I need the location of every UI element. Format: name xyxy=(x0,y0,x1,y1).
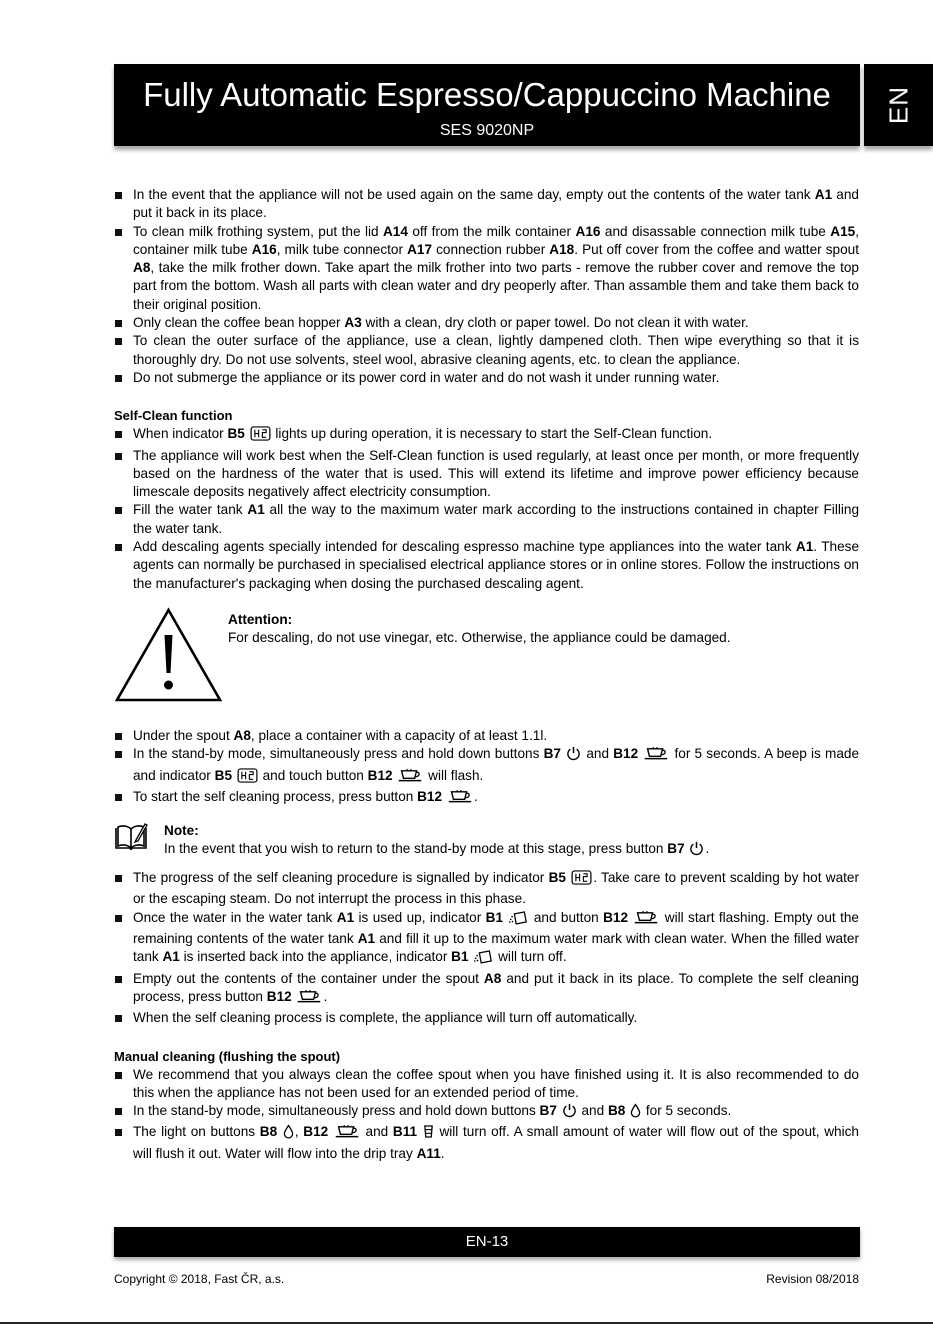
page-number: EN-13 xyxy=(465,1233,509,1250)
part-reference: B5 xyxy=(548,870,566,886)
text-run: . xyxy=(440,1145,445,1161)
list-item xyxy=(114,314,859,332)
power-icon xyxy=(566,746,581,766)
part-reference: B8 xyxy=(259,1124,278,1140)
text-run: Empty out the contents of the container under the spout xyxy=(133,970,484,986)
text-run xyxy=(503,910,507,925)
milk-cup-icon xyxy=(423,1124,434,1144)
text-run: off from the milk container xyxy=(407,223,576,239)
text-run: and touch button xyxy=(258,767,368,783)
part-reference: B7 xyxy=(667,841,685,857)
main-content xyxy=(114,186,859,1163)
list-item xyxy=(114,186,859,223)
part-reference: A8 xyxy=(483,970,502,986)
warning-triangle-icon xyxy=(114,607,223,703)
part-reference: A8 xyxy=(233,727,251,743)
text-run: When indicator xyxy=(133,426,228,442)
text-run: and fill it up to the maximum water mark with clean water. When the filled water tank xyxy=(133,931,859,965)
text-run xyxy=(557,1103,561,1118)
text-run: . xyxy=(473,788,478,804)
text-run: When the self cleaning process is complete, the appliance will turn off automatically. xyxy=(133,1010,638,1026)
list-item xyxy=(114,425,859,446)
part-reference: A11 xyxy=(416,1145,441,1161)
text-run: To start the self cleaning process, press button xyxy=(133,788,418,804)
text-run: To clean the outer surface of the appliance, use a clean, lightly dampened cloth. Then wipe everything so that it is thoroughly dry. Do not use solvents, steel wool, abrasive cleaning agents, etc. to clean the appliance. xyxy=(133,333,859,367)
part-reference: A1 xyxy=(357,931,376,947)
self-clean-list xyxy=(114,425,859,593)
text-run: . These agents can normally be purchased in specialised electrical appliance stores or in online stores. Follow the instructions on the manufacturer's packaging when dosing the purchased descaling agent. xyxy=(133,539,860,591)
text-run xyxy=(417,1124,422,1139)
list-item xyxy=(114,1123,859,1163)
text-run: , place a container with a capacity of at least 1.1l. xyxy=(250,727,548,743)
text-run: and xyxy=(577,1103,608,1119)
text-run: and xyxy=(360,1124,393,1140)
text-run: Once the water in the water tank xyxy=(133,909,337,925)
text-run: . xyxy=(323,988,328,1004)
language-tab xyxy=(864,64,933,146)
list-item xyxy=(114,727,859,745)
self-clean-progress-list xyxy=(114,869,859,1027)
text-run xyxy=(232,768,236,783)
text-run: Under the spout xyxy=(133,727,234,743)
revision-text: Revision 08/2018 xyxy=(766,1272,859,1286)
text-run: and button xyxy=(529,909,604,925)
part-reference: B12 xyxy=(613,746,639,762)
text-run: and put it back in its place. xyxy=(133,187,859,221)
text-run: Fill the water tank xyxy=(133,502,248,518)
water-tank-icon xyxy=(508,910,528,930)
part-reference: B12 xyxy=(303,1124,329,1140)
text-run: . Take care to prevent scalding by hot water or the escaping steam. Do not interrupt the process in this phase. xyxy=(133,870,860,907)
water-drop-icon xyxy=(283,1124,294,1144)
part-reference: A3 xyxy=(344,315,362,331)
text-run xyxy=(442,789,446,804)
list-item xyxy=(114,223,859,314)
list-item xyxy=(114,369,859,387)
note-book-icon xyxy=(114,823,148,851)
text-run xyxy=(561,746,565,761)
list-item xyxy=(114,538,859,593)
language-label: EN xyxy=(883,85,913,125)
part-reference: B12 xyxy=(417,788,443,804)
text-run: lights up during operation, it is necessary to start the Self-Clean function. xyxy=(271,426,713,442)
list-item xyxy=(114,501,859,538)
text-run: will turn off. xyxy=(494,949,567,965)
part-reference: A1 xyxy=(795,539,814,555)
manual-cleaning-heading: Manual cleaning (flushing the spout) xyxy=(114,1048,341,1064)
part-reference: A18 xyxy=(549,241,575,257)
part-reference: A8 xyxy=(133,260,151,276)
list-item xyxy=(114,1066,859,1103)
text-run: will start flashing. Empty out the remaining contents of the water tank xyxy=(133,909,859,947)
text-run: In the stand-by mode, simultaneously press and hold down buttons xyxy=(133,746,544,762)
descale-icon xyxy=(237,768,258,788)
part-reference: B5 xyxy=(214,767,233,783)
part-reference: B12 xyxy=(266,988,292,1004)
part-reference: A1 xyxy=(336,909,355,925)
coffee-cup-icon xyxy=(296,989,322,1009)
part-reference: A16 xyxy=(251,241,277,257)
text-run: will turn off. A small amount of water will flow out of the spout, which will flush it out. Water will flow into the drip tray xyxy=(133,1124,859,1161)
text-run: , take the milk frother down. Take apart the milk frother into two parts - remove the rubber cover and remove the top part from the bottom. Wash all parts with clean water and dry peoperly after. Than assamble them and take them back to their original position. xyxy=(133,260,859,312)
text-run xyxy=(277,1124,282,1139)
text-run xyxy=(328,1124,333,1139)
text-run: , milk tube connector xyxy=(276,241,408,257)
note-title: Note: xyxy=(164,823,199,839)
manual-cleaning-list xyxy=(114,1066,859,1163)
text-run: and xyxy=(582,746,614,762)
text-run: Do not submerge the appliance or its power cord in water and do not wash it under running water. xyxy=(133,369,720,385)
coffee-cup-icon xyxy=(447,789,473,809)
text-run: for 5 seconds. xyxy=(642,1103,732,1119)
text-run: We recommend that you always clean the coffee spout when you have finished using it. It is also recommended to do this when the appliance has not been used for an extended period of time. xyxy=(133,1066,859,1100)
text-run: The light on buttons xyxy=(133,1124,260,1140)
page-header xyxy=(114,64,860,146)
text-run: with a clean, dry cloth or paper towel. Do not clean it with water. xyxy=(361,315,749,331)
note-text xyxy=(164,840,709,861)
maintenance-list xyxy=(114,186,859,387)
coffee-cup-icon xyxy=(633,910,659,930)
model-number: SES 9020NP xyxy=(439,122,535,139)
text-run: . xyxy=(705,841,710,857)
text-run: and disassable connection milk tube xyxy=(600,223,831,239)
part-reference: B12 xyxy=(603,909,629,925)
part-reference: B1 xyxy=(485,909,504,925)
self-clean-heading: Self-Clean function xyxy=(114,408,233,424)
part-reference: A1 xyxy=(814,187,833,202)
text-run xyxy=(625,1103,629,1118)
descale-icon xyxy=(250,426,271,446)
copyright-text: Copyright © 2018, Fast ČR, a.s. xyxy=(114,1272,285,1286)
list-item xyxy=(114,869,859,909)
page-number-bar xyxy=(114,1227,860,1257)
text-run: Add descaling agents specially intended for descaling espresso machine type appliances into the water tank xyxy=(133,539,796,555)
text-run: is inserted back into the appliance, indicator xyxy=(179,949,452,965)
list-item xyxy=(114,447,859,502)
list-item xyxy=(114,332,859,369)
page-title: Fully Automatic Espresso/Cappuccino Machine xyxy=(143,76,831,113)
power-icon xyxy=(562,1103,577,1123)
text-run xyxy=(566,870,570,885)
text-run xyxy=(469,949,473,964)
self-clean-steps-list xyxy=(114,727,859,809)
text-run: In the stand-by mode, simultaneously press and hold down buttons xyxy=(133,1103,540,1119)
part-reference: B11 xyxy=(392,1124,418,1140)
text-run: is used up, indicator xyxy=(354,909,486,925)
part-reference: B1 xyxy=(451,949,469,965)
text-run: for 5 seconds. A beep is made and indicator xyxy=(133,746,860,783)
text-run: To clean milk frothing system, put the lid xyxy=(133,223,383,239)
part-reference: B7 xyxy=(543,746,561,762)
part-reference: B8 xyxy=(607,1103,626,1119)
text-run xyxy=(685,841,689,856)
coffee-cup-icon xyxy=(397,768,423,788)
list-item xyxy=(114,1102,859,1123)
coffee-cup-icon xyxy=(334,1124,360,1144)
text-run: Only clean the coffee bean hopper xyxy=(133,315,345,331)
part-reference: A15 xyxy=(830,223,856,239)
text-run: , container milk tube xyxy=(133,223,860,257)
part-reference: B7 xyxy=(539,1103,557,1119)
text-run: In the event that the appliance will not be used again on the same day, empty out the contents of the water tank xyxy=(133,187,815,202)
text-run: and put it back in its place. To complete the self cleaning process, press button xyxy=(133,970,859,1004)
text-run: will flash. xyxy=(424,767,484,783)
text-run xyxy=(628,910,632,925)
part-reference: A16 xyxy=(575,223,601,239)
water-tank-icon xyxy=(473,949,493,969)
note-content xyxy=(164,822,709,862)
list-item xyxy=(114,788,859,809)
text-run: The progress of the self cleaning procedure is signalled by indicator xyxy=(133,870,549,886)
part-reference: B12 xyxy=(367,767,393,783)
list-item xyxy=(114,745,859,788)
text-run: , xyxy=(294,1124,304,1140)
part-reference: A14 xyxy=(382,223,408,239)
text-run xyxy=(393,768,397,783)
text-run: The appliance will work best when the Self-Clean function is used regularly, at least once per month, or more frequently based on the hardness of the water that is used. This will extend its lifetime and improve power efficiency because limescale deposits negatively affect electricity consumption. xyxy=(133,447,859,500)
text-run xyxy=(292,989,296,1004)
attention-content xyxy=(228,611,731,648)
water-drop-icon xyxy=(630,1103,641,1123)
list-item xyxy=(114,970,859,1010)
descale-icon xyxy=(571,870,592,890)
note-box xyxy=(114,819,859,869)
attention-box xyxy=(114,607,859,715)
text-run: . Put off cover from the coffee and watter spout xyxy=(574,241,859,257)
text-run xyxy=(245,426,249,441)
text-run: all the way to the maximum water mark according to the instructions contained in chapter Filling the water tank. xyxy=(133,502,860,536)
attention-title: Attention: xyxy=(228,611,293,627)
attention-text: For descaling, do not use vinegar, etc. Otherwise, the appliance could be damaged. xyxy=(228,630,731,646)
text-run: In the event that you wish to return to the stand-by mode at this stage, press button xyxy=(164,841,668,857)
part-reference: B5 xyxy=(227,426,245,442)
list-item xyxy=(114,1009,859,1027)
coffee-cup-icon xyxy=(643,746,669,766)
text-run: connection rubber xyxy=(432,241,550,257)
text-run xyxy=(638,746,642,761)
power-icon xyxy=(689,841,704,861)
part-reference: A17 xyxy=(407,241,433,257)
part-reference: A1 xyxy=(162,949,180,965)
list-item xyxy=(114,909,859,970)
part-reference: A1 xyxy=(247,502,265,518)
